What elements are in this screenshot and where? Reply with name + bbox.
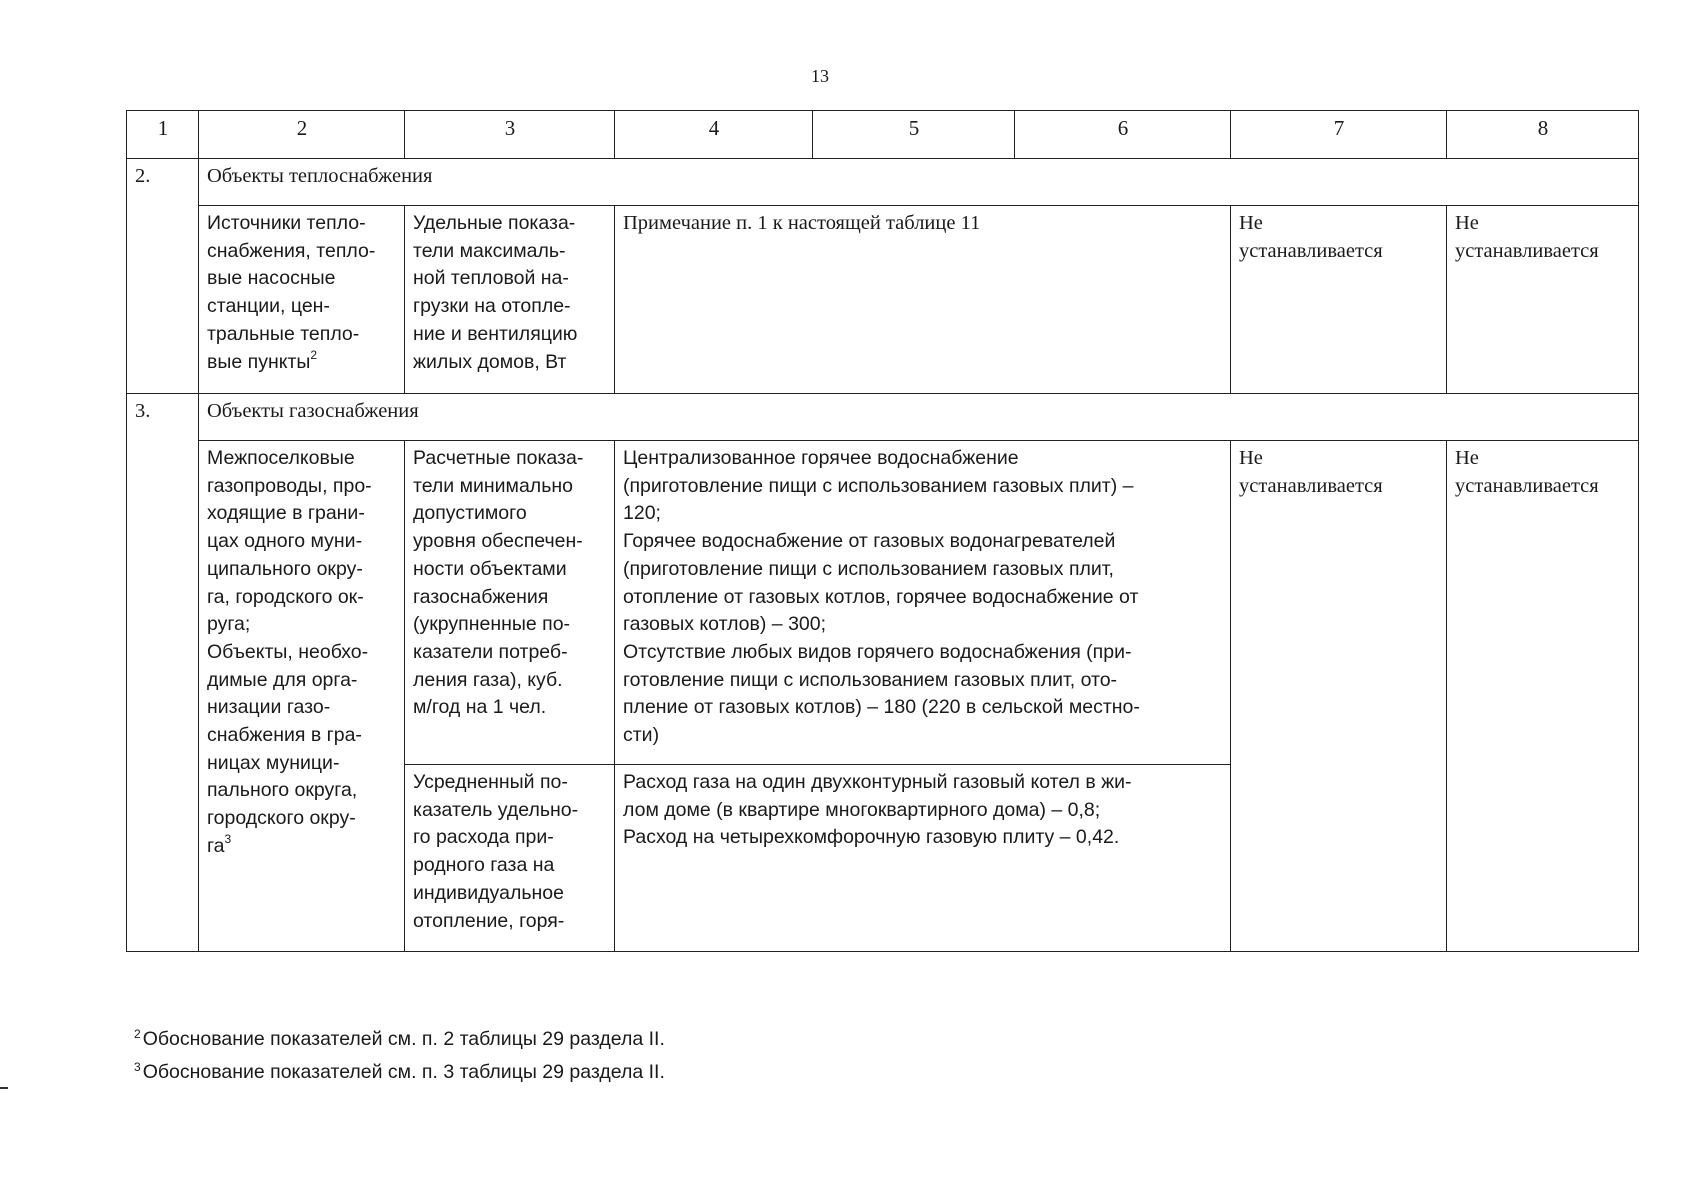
section-2-object-line: тральные тепло- xyxy=(207,322,360,345)
section-3-col8-cell xyxy=(1447,441,1639,952)
section-3-object-line: низации газо- xyxy=(207,696,331,719)
section-3-col7-line: устанавливается xyxy=(1239,474,1383,497)
section-2-col7-line: устанавливается xyxy=(1239,239,1383,262)
section-3-indicator-b-line: отопление, горя- xyxy=(413,909,565,932)
section-2-indicator-line: жилых домов, Вт xyxy=(413,350,567,373)
section-3-object-line: ницах муници- xyxy=(207,751,340,774)
section-2-value-cell: Примечание п. 1 к настоящей таблице 11 xyxy=(615,206,1231,394)
section-3-indicator-b-line: казатель удельно- xyxy=(413,798,579,821)
section-3-col7-line: Не xyxy=(1239,447,1263,469)
section-2-col7-line: Не xyxy=(1239,212,1263,234)
section-3-title-row xyxy=(127,394,1639,441)
section-2-object-line: вые пункты xyxy=(207,350,311,373)
section-2-col7-cell xyxy=(1231,206,1447,394)
section-2-number: 2. xyxy=(127,159,199,394)
section-2-indicator-line: тели максималь- xyxy=(413,239,566,262)
header-cell-5: 5 xyxy=(813,111,1015,159)
footnote xyxy=(134,1053,665,1086)
section-3-indicator-a-line: уровня обеспечен- xyxy=(413,530,583,553)
footnote-ref-2: 2 xyxy=(310,347,318,362)
section-3-object-line: га xyxy=(207,834,225,857)
section-3-object-line: снабжения в гра- xyxy=(207,724,362,747)
section-3-value-b-line: Расход на четырехкомфорочную газовую плиту – 0,42. xyxy=(623,826,1120,849)
section-3-indicator-a-line: тели минимально xyxy=(413,474,573,497)
header-row xyxy=(127,111,1639,159)
section-2-indicator-cell xyxy=(405,206,615,394)
section-3-object-cell xyxy=(199,441,405,952)
section-3-indicator-a-line: (укрупненные по- xyxy=(413,613,571,636)
section-3-value-cell-a xyxy=(615,441,1231,765)
section-3-object-line: пального округа, xyxy=(207,779,358,802)
header-cell-3: 3 xyxy=(405,111,615,159)
footnote-mark: 2 xyxy=(134,1027,141,1041)
header-cell-8: 8 xyxy=(1447,111,1639,159)
section-3-object-line: димые для орга- xyxy=(207,668,358,691)
section-3-value-a-line: газовых котлов) – 300; xyxy=(623,613,827,636)
scan-edge-mark xyxy=(0,1087,8,1089)
section-3-indicator-a-line: ности объектами xyxy=(413,557,567,580)
section-2-object-line: снабжения, тепло- xyxy=(207,239,376,262)
section-3-indicator-b-line: индивидуальное xyxy=(413,881,564,904)
page-number: 13 xyxy=(811,66,829,86)
footnote-text: Обоснование показателей см. п. 2 таблицы 29 раздела II. xyxy=(142,1028,665,1050)
header-cell-6: 6 xyxy=(1015,111,1231,159)
section-3-value-b-line: лом доме (в квартире многоквартирного дома) – 0,8; xyxy=(623,798,1101,821)
section-3-object-line: городского окру- xyxy=(207,807,356,830)
section-3-value-a-line: (приготовление пищи с использованием газовых плит) – xyxy=(623,474,1134,497)
section-3-col8-line: устанавливается xyxy=(1455,474,1599,497)
header-cell-7: 7 xyxy=(1231,111,1447,159)
section-2-title: Объекты теплоснабжения xyxy=(199,159,1639,206)
section-3-indicator-a-line: казатели потреб- xyxy=(413,640,568,663)
section-3-value-cell-b xyxy=(615,765,1231,952)
section-3-title: Объекты газоснабжения xyxy=(199,394,1639,441)
section-3-indicator-cell-b xyxy=(405,765,615,952)
section-2-object-cell xyxy=(199,206,405,394)
section-2-col8-line: Не xyxy=(1455,212,1479,234)
section-2-indicator-line: ние и вентиляцию xyxy=(413,322,578,345)
footnote xyxy=(134,1020,665,1053)
section-3-indicator-a-line: ления газа), куб. xyxy=(413,668,563,691)
section-3-indicator-b-line: Усредненный по- xyxy=(413,771,568,793)
section-2-col8-cell xyxy=(1447,206,1639,394)
section-3-value-a-line: Отсутствие любых видов горячего водоснабжения (при- xyxy=(623,640,1132,663)
section-3-indicator-cell-a xyxy=(405,441,615,765)
section-3-col8-line: Не xyxy=(1455,447,1479,469)
section-2-indicator-line: Удельные показа- xyxy=(413,212,576,234)
section-3-indicator-a-line: м/год на 1 чел. xyxy=(413,696,547,719)
section-3-body-row-a xyxy=(127,441,1639,765)
section-3-object-line: газопроводы, про- xyxy=(207,474,372,497)
requirements-table xyxy=(126,110,1639,952)
section-3-value-a-line: пление от газовых котлов) – 180 (220 в сельской местно- xyxy=(623,696,1140,719)
section-3-object-line: га, городского ок- xyxy=(207,585,364,608)
section-3-object-line: Объекты, необхо- xyxy=(207,640,369,663)
header-cell-1: 1 xyxy=(127,111,199,159)
section-2-col8-line: устанавливается xyxy=(1455,239,1599,262)
section-3-indicator-b-line: родного газа на xyxy=(413,854,555,877)
section-2-body-row xyxy=(127,206,1639,394)
section-3-object-line: Межпоселковые xyxy=(207,447,355,469)
section-3-indicator-a-line: Расчетные показа- xyxy=(413,447,584,469)
section-2-indicator-line: ной тепловой на- xyxy=(413,267,569,290)
section-3-indicator-a-line: газоснабжения xyxy=(413,585,549,608)
section-3-object-line: ципального окру- xyxy=(207,557,363,580)
section-3-value-a-line: 120; xyxy=(623,502,661,525)
section-3-object-line: ходящие в грани- xyxy=(207,502,365,525)
section-2-object-line: Источники тепло- xyxy=(207,212,366,234)
section-3-value-a-line: Горячее водоснабжение от газовых водонагревателей xyxy=(623,530,1116,553)
section-3-indicator-b-line: го расхода при- xyxy=(413,826,554,849)
section-2-object-line: вые насосные xyxy=(207,267,336,290)
section-3-col7-cell xyxy=(1231,441,1447,952)
header-cell-2: 2 xyxy=(199,111,405,159)
section-3-value-b-line: Расход газа на один двухконтурный газовый котел в жи- xyxy=(623,771,1132,793)
section-2-indicator-line: грузки на отопле- xyxy=(413,295,571,318)
section-3-object-line: руга; xyxy=(207,613,251,636)
section-2-object-line: станции, цен- xyxy=(207,295,330,318)
section-3-value-a-line: Централизованное горячее водоснабжение xyxy=(623,447,1019,469)
section-3-value-a-line: готовление пищи с использованием газовых плит, ото- xyxy=(623,668,1118,691)
section-2-title-row xyxy=(127,159,1639,206)
section-3-value-a-line: (приготовление пищи с использованием газовых плит, xyxy=(623,557,1114,580)
header-cell-4: 4 xyxy=(615,111,813,159)
footnote-text: Обоснование показателей см. п. 3 таблицы 29 раздела II. xyxy=(142,1061,665,1083)
section-3-value-a-line: сти) xyxy=(623,724,660,747)
footnotes xyxy=(134,1020,665,1086)
section-3-number: 3. xyxy=(127,394,199,952)
section-3-object-line: цах одного муни- xyxy=(207,530,363,553)
footnote-ref-3: 3 xyxy=(224,831,232,846)
section-3-value-a-line: отопление от газовых котлов, горячее водоснабжение от xyxy=(623,585,1139,608)
footnote-mark: 3 xyxy=(134,1060,141,1074)
section-3-indicator-a-line: допустимого xyxy=(413,502,527,525)
